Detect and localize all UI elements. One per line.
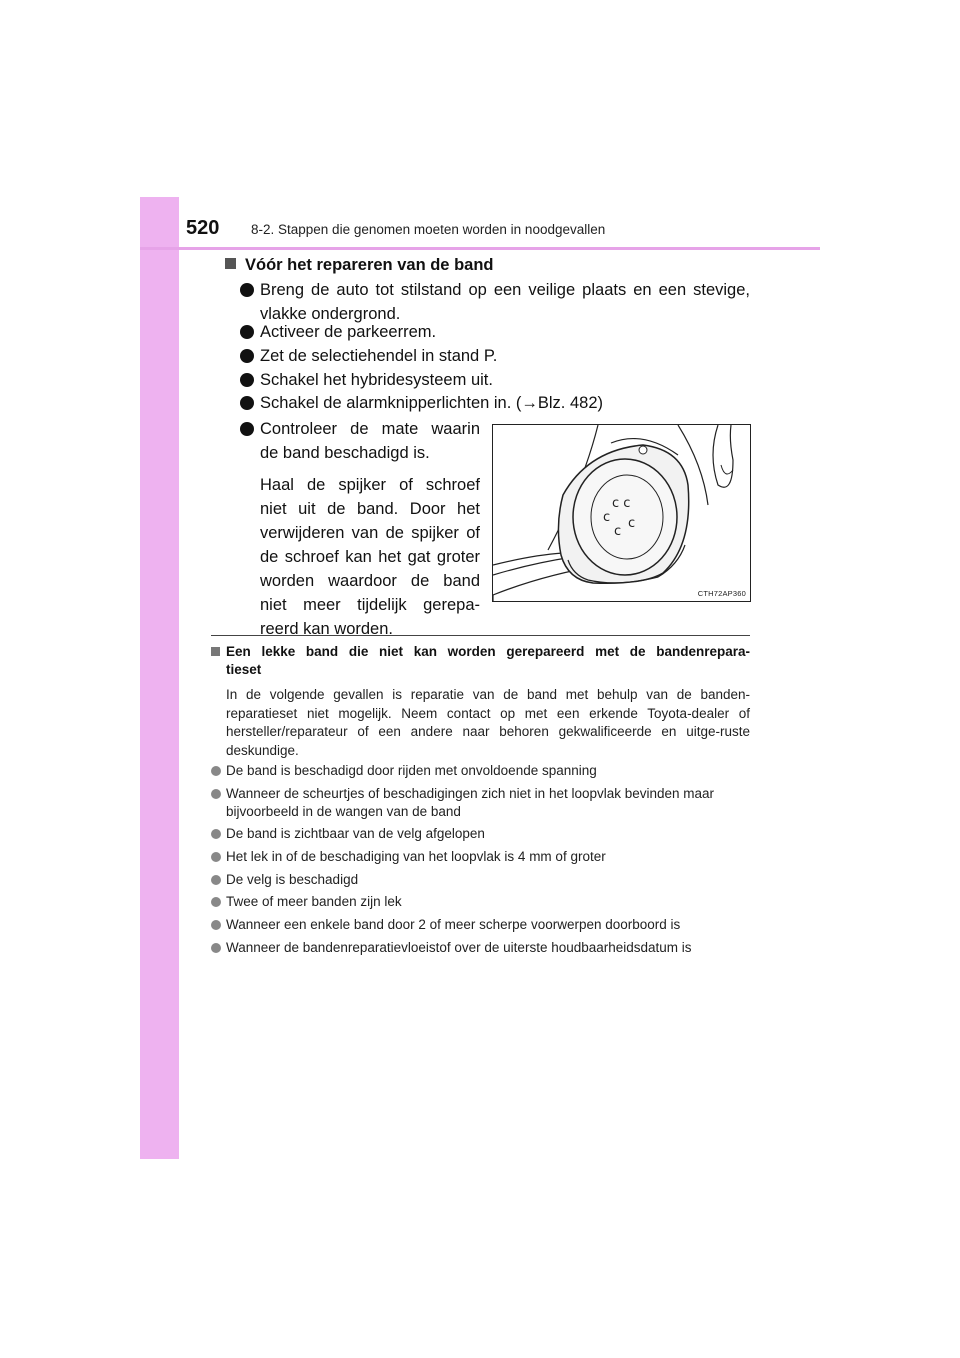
page-number: 520 [186,217,220,239]
bullet-icon [240,396,254,410]
list-item-text: Schakel de alarmknipperlichten in. (→Blz. 482) [260,394,603,412]
bullet-icon [240,373,254,387]
list-item-text: Schakel het hybridesysteem uit. [260,371,493,389]
list-item [211,871,750,889]
list-item-line: vlakke ondergrond. [260,305,401,323]
bullet-icon [211,852,221,862]
bullet-icon [211,920,221,930]
bullet-icon [240,422,254,436]
sidebar-tab [140,197,179,1159]
svg-text:c c: c c [612,496,631,511]
bullet-icon [211,897,221,907]
list-item-text: Wanneer de scheurtjes of beschadigingen zich niet in het loopvlak bevinden maar bijvoorbeeld in de wangen van de band [226,786,715,819]
list-item [211,893,750,911]
bullet-icon [211,789,221,799]
svg-text:c: c [628,516,636,531]
divider [211,635,750,636]
note-heading-text: Een lekke band die niet kan worden gerepareerd met de bandenrepara- [226,644,750,659]
list-item [211,785,750,821]
bullet-icon [211,943,221,953]
list-item-text: Activeer de parkeerrem. [260,323,437,341]
list-item-text: Zet de selectiehendel in stand P. [260,347,498,365]
list-item [211,848,750,866]
list-item-line: de band beschadigd is. [260,444,430,462]
paragraph-line: de schroef kan het gat groter [260,548,480,566]
square-bullet-icon [225,258,236,269]
paragraph-line: niet uit de band. Door het [260,500,480,518]
list-item-text: De velg is beschadigd [226,872,359,887]
paragraph-line: worden waardoor de band [260,572,480,590]
list-item [211,939,750,957]
list-item-text [260,417,480,641]
paragraph-line: reerd kan worden. [260,620,393,638]
square-bullet-icon [211,647,220,656]
section-title: Vóór het repareren van de band [245,256,494,274]
svg-text:c: c [603,510,611,525]
paragraph-line: verwijderen van de spijker of [260,524,480,542]
paragraph-line: niet meer tijdelijk gerepa- [260,596,480,614]
list-item-text: Wanneer de bandenreparatievloeistof over de uiterste houdbaarheidsdatum is [226,940,692,955]
figure-code: CTH72AP360 [697,589,746,598]
list-item-text: De band is zichtbaar van de velg afgelopen [226,826,485,841]
list-item-text: Twee of meer banden zijn lek [226,894,402,909]
bullet-icon [240,283,254,297]
list-item-line: Breng de auto tot stilstand op een veilige plaats en een stevige, [260,281,750,299]
paragraph-line: Haal de spijker of schroef [260,476,480,494]
list-item [211,825,750,843]
bullet-icon [211,875,221,885]
chapter-title: 8-2. Stappen die genomen moeten worden in noodgevallen [251,222,606,237]
tire-illustration [492,424,751,602]
bullet-icon [240,349,254,363]
note-heading-line: tieset [226,662,262,677]
tire-drawing [493,425,750,601]
list-item-text [260,278,750,326]
svg-text:c: c [614,524,622,539]
bullet-icon [211,829,221,839]
list-item-text: Wanneer een enkele band door 2 of meer scherpe voorwerpen doorboord is [226,917,681,932]
list-item-text: De band is beschadigd door rijden met onvoldoende spanning [226,763,597,778]
list-item [211,762,750,780]
section-heading [225,256,493,275]
list-item-text: Het lek in of de beschadiging van het loopvlak is 4 mm of groter [226,849,606,864]
note-intro: In de volgende gevallen is reparatie van de band met behulp van de banden-reparatieset niet mogelijk. Neem contact op met een erkende Toyota-dealer of hersteller/reparateur of een andere naar behoren gekwalificeerde en uitge-ruste deskundige. [226,687,750,758]
note-heading [211,643,750,679]
bullet-icon [240,325,254,339]
list-item-line: Controleer de mate waarin [260,420,480,438]
bullet-icon [211,766,221,776]
note-heading-line [211,643,750,661]
list-item [211,916,750,934]
